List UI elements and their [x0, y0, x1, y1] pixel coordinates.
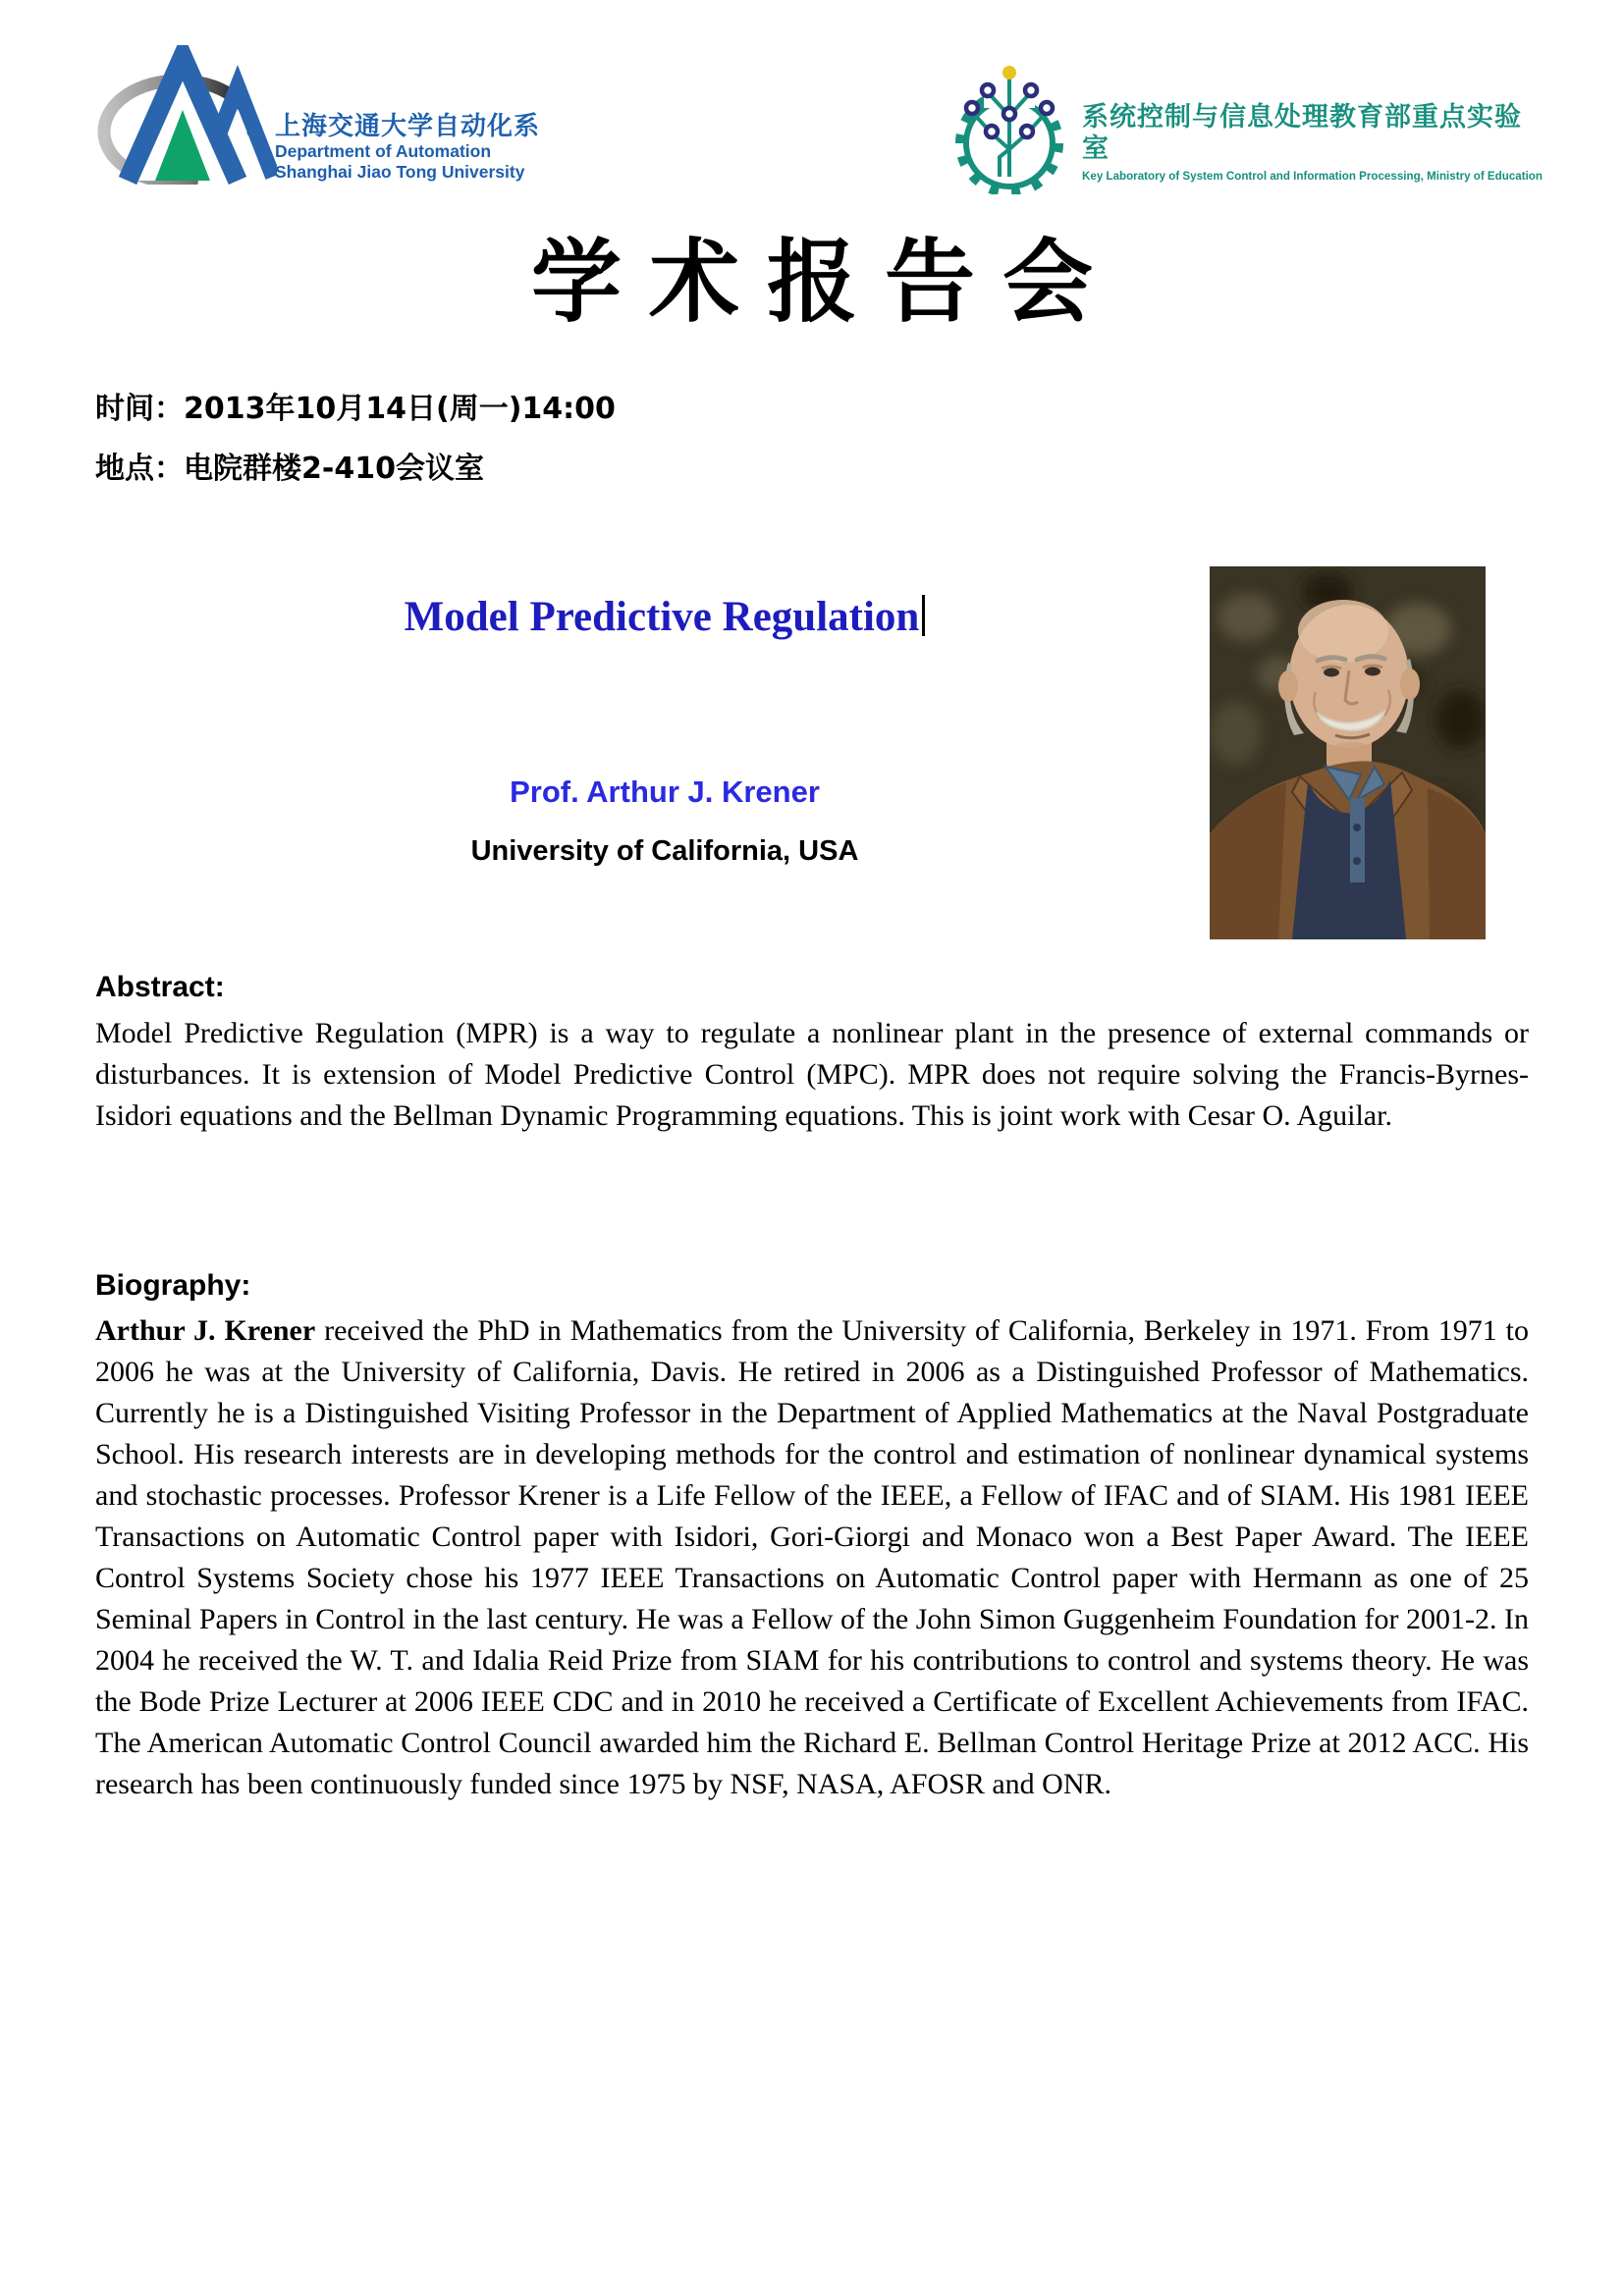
sjtu-logo-english-line1: Department of Automation — [275, 141, 492, 161]
sjtu-logo-english-line2: Shanghai Jiao Tong University — [275, 162, 525, 182]
sjtu-logo-icon — [84, 45, 277, 185]
location-label: 地点： — [95, 452, 184, 486]
time-row — [95, 391, 1470, 428]
biography-rest: received the PhD in Mathematics from the University of California, Berkeley in 1971. From 1971 to 2006 he was at the University of California, Davis. He retired in 2006 as a Distinguished Professor of Mathematics. Currently he is a Distinguished Visiting Professor in the Department of Applied Mathematics at the Naval Postgraduate School. His research interests are in developing methods for the control and estimation of nonlinear dynamical systems and stochastic processes. Professor Krener is a Life Fellow of the IEEE, a Fellow of IFAC and of SIAM. His 1981 IEEE Transactions on Automatic Control paper with Isidori, Gori-Giorgi and Monaco won a Best Paper Award. The IEEE Control Systems Society chose his 1977 IEEE Transactions on Automatic Control paper with Hermann as one of 25 Seminal Papers in Control in the last century. He was a Fellow of the John Simon Guggenheim Foundation for 2001-2. In 2004 he received the W. T. and Idalia Reid Prize from SIAM for his contributions to control and systems theory. He was the Bode Prize Lecturer at 2006 IEEE CDC and in 2010 he received a Certificate of Excellent Achievements from IFAC. The American Automatic Control Council awarded him the Richard E. Bellman Control Heritage Prize at 2012 ACC. His research has been continuously funded since 1975 by NSF, NASA, AFOSR and ONR. — [95, 1314, 1529, 1800]
time-label: 时间： — [95, 392, 184, 426]
speaker-name: Prof. Arthur J. Krener — [510, 774, 820, 809]
banner-title: 学术报告会 — [530, 230, 1120, 335]
speaker-affiliation: University of California, USA — [470, 835, 859, 867]
abstract-heading: Abstract: — [95, 971, 225, 1003]
talk-title: Model Predictive Regulation — [404, 594, 920, 640]
text-cursor — [922, 595, 925, 636]
location-value: 电院群楼2-410会议室 — [184, 452, 484, 486]
abstract-body: Model Predictive Regulation (MPR) is a way to regulate a nonlinear plant in the presence of external commands or disturbances. It is extension of Model Predictive Control (MPC). MPR does not require solving the Francis-Byrnes-Isidori equations and the Bellman Dynamic Programming equations. This is joint work with Cesar O. Aguilar. — [95, 1017, 1529, 1132]
sjtu-logo-chinese-name: 上海交通大学自动化系 — [275, 112, 541, 141]
keylab-chinese-name: 系统控制与信息处理教育部重点实验室 — [1082, 102, 1522, 164]
sjtu-logo-text — [275, 112, 540, 183]
talk-title-row — [95, 593, 1234, 642]
keylab-logo-icon — [945, 55, 1078, 194]
location-row — [95, 451, 1470, 488]
biography-lead-name: Arthur J. Krener — [95, 1314, 316, 1347]
biography-body — [95, 1310, 1529, 1805]
keylab-english-name: Key Laboratory of System Control and Information Processing, Ministry of Education — [1082, 170, 1543, 183]
biography-heading: Biography: — [95, 1269, 251, 1302]
time-value: 2013年10月14日(周一)14:00 — [184, 392, 616, 426]
speaker-photo — [1210, 566, 1486, 939]
keylab-logo-text — [1082, 102, 1543, 184]
keylab-yellow-node — [1002, 66, 1016, 80]
